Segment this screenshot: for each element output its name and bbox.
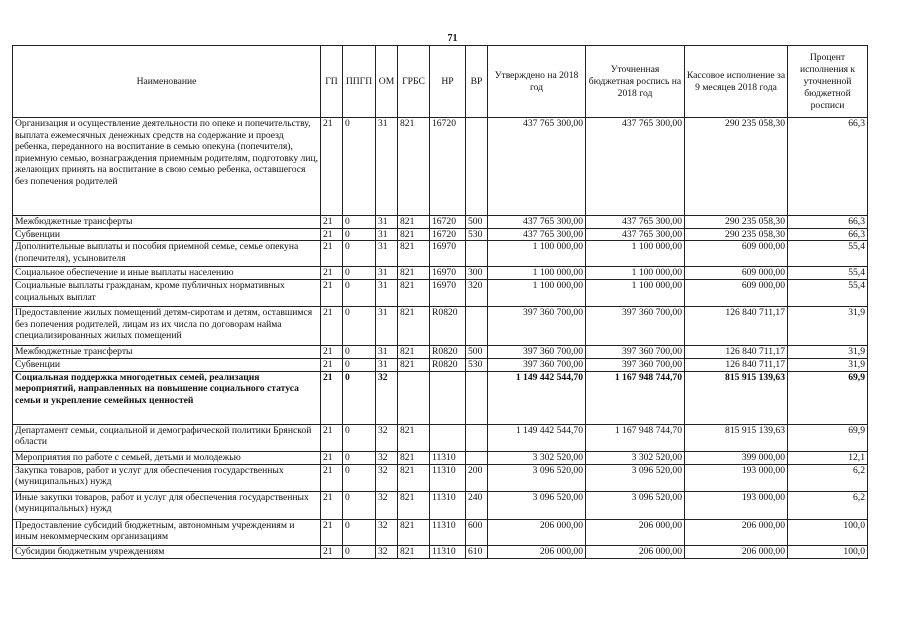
header-approved: Утверждено на 2018 год <box>488 46 586 118</box>
cell-gp: 21 <box>321 491 343 519</box>
cell-pgp: 0 <box>343 359 376 372</box>
cell-grbs: 821 <box>398 359 430 372</box>
table-row <box>13 118 868 216</box>
table-row <box>13 491 868 519</box>
cell-om: 32 <box>376 424 398 451</box>
cell-name: Социальная поддержка многодетных семей, реализация мероприятий, направленных на повышение социального статуса семьи и укрепление семейных ценностей <box>13 371 321 424</box>
cell-np: 16970 <box>430 280 466 307</box>
cell-grbs: 821 <box>398 241 430 267</box>
table-row <box>13 241 868 267</box>
cell-cash: 193 000,00 <box>685 491 788 519</box>
cell-gp: 21 <box>321 228 343 241</box>
cell-name: Межбюджетные трансферты <box>13 216 321 229</box>
table-row <box>13 216 868 229</box>
table-row <box>13 267 868 280</box>
cell-pgp: 0 <box>343 519 376 545</box>
table-row <box>13 359 868 372</box>
cell-vr: 530 <box>466 359 488 372</box>
table-row <box>13 228 868 241</box>
cell-percent: 66,3 <box>788 118 868 216</box>
cell-cash: 815 915 139,63 <box>685 424 788 451</box>
cell-refined: 1 167 948 744,70 <box>586 424 685 451</box>
cell-name: Иные закупки товаров, работ и услуг для обеспечения государственных (муниципальных) нужд <box>13 491 321 519</box>
cell-percent: 6,2 <box>788 464 868 491</box>
cell-gp: 21 <box>321 346 343 359</box>
cell-cash: 290 235 058,30 <box>685 118 788 216</box>
cell-name: Субвенции <box>13 359 321 372</box>
cell-om: 32 <box>376 545 398 558</box>
cell-om: 32 <box>376 371 398 424</box>
cell-refined: 1 100 000,00 <box>586 241 685 267</box>
cell-grbs: 821 <box>398 519 430 545</box>
header-percent: Процент исполнения к уточненной бюджетной росписи <box>788 46 868 118</box>
cell-vr: 530 <box>466 228 488 241</box>
cell-approved: 437 765 300,00 <box>488 216 586 229</box>
cell-refined: 397 360 700,00 <box>586 307 685 346</box>
cell-cash: 290 235 058,30 <box>685 228 788 241</box>
table-row <box>13 280 868 307</box>
cell-gp: 21 <box>321 307 343 346</box>
cell-cash: 206 000,00 <box>685 519 788 545</box>
cell-percent: 6,2 <box>788 491 868 519</box>
page-number: 71 <box>447 33 458 44</box>
cell-vr: 240 <box>466 491 488 519</box>
cell-name: Субсидии бюджетным учреждениям <box>13 545 321 558</box>
cell-pgp: 0 <box>343 451 376 464</box>
header-cash: Кассовое исполнение за 9 месяцев 2018 года <box>685 46 788 118</box>
table-header-row <box>13 46 868 118</box>
cell-percent: 55,4 <box>788 267 868 280</box>
cell-vr <box>466 118 488 216</box>
cell-pgp: 0 <box>343 280 376 307</box>
cell-percent: 12,1 <box>788 451 868 464</box>
table-row <box>13 346 868 359</box>
cell-grbs: 821 <box>398 280 430 307</box>
cell-om: 32 <box>376 464 398 491</box>
cell-vr: 300 <box>466 267 488 280</box>
cell-name: Закупка товаров, работ и услуг для обеспечения государственных (муниципальных) нужд <box>13 464 321 491</box>
cell-refined: 1 100 000,00 <box>586 267 685 280</box>
cell-approved: 1 100 000,00 <box>488 241 586 267</box>
cell-pgp: 0 <box>343 241 376 267</box>
cell-percent: 66,3 <box>788 216 868 229</box>
cell-approved: 1 100 000,00 <box>488 280 586 307</box>
cell-percent: 55,4 <box>788 241 868 267</box>
cell-om: 31 <box>376 216 398 229</box>
cell-om: 31 <box>376 280 398 307</box>
cell-om: 32 <box>376 451 398 464</box>
cell-np: 11310 <box>430 451 466 464</box>
table-row <box>13 464 868 491</box>
cell-percent: 69,9 <box>788 371 868 424</box>
cell-vr: 610 <box>466 545 488 558</box>
cell-cash: 609 000,00 <box>685 241 788 267</box>
cell-cash: 126 840 711,17 <box>685 359 788 372</box>
cell-om: 31 <box>376 346 398 359</box>
cell-percent: 31,9 <box>788 307 868 346</box>
cell-gp: 21 <box>321 267 343 280</box>
cell-gp: 21 <box>321 241 343 267</box>
cell-percent: 100,0 <box>788 519 868 545</box>
cell-refined: 3 302 520,00 <box>586 451 685 464</box>
header-name: Наименование <box>13 46 321 118</box>
table-body <box>13 118 868 559</box>
cell-cash: 399 000,00 <box>685 451 788 464</box>
cell-grbs: 821 <box>398 118 430 216</box>
cell-pgp: 0 <box>343 307 376 346</box>
cell-vr: 500 <box>466 346 488 359</box>
cell-gp: 21 <box>321 451 343 464</box>
cell-gp: 21 <box>321 118 343 216</box>
cell-refined: 397 360 700,00 <box>586 346 685 359</box>
cell-grbs: 821 <box>398 216 430 229</box>
cell-approved: 397 360 700,00 <box>488 307 586 346</box>
cell-refined: 3 096 520,00 <box>586 464 685 491</box>
cell-vr: 200 <box>466 464 488 491</box>
cell-name: Департамент семьи, социальной и демографической политики Брянской области <box>13 424 321 451</box>
cell-gp: 21 <box>321 359 343 372</box>
cell-pgp: 0 <box>343 228 376 241</box>
cell-cash: 290 235 058,30 <box>685 216 788 229</box>
cell-np: R0820 <box>430 359 466 372</box>
cell-refined: 1 100 000,00 <box>586 280 685 307</box>
cell-grbs: 821 <box>398 545 430 558</box>
cell-approved: 437 765 300,00 <box>488 118 586 216</box>
table-row <box>13 545 868 558</box>
cell-vr: 600 <box>466 519 488 545</box>
cell-gp: 21 <box>321 216 343 229</box>
cell-percent: 31,9 <box>788 359 868 372</box>
cell-om: 31 <box>376 307 398 346</box>
cell-np: 11310 <box>430 464 466 491</box>
cell-pgp: 0 <box>343 464 376 491</box>
cell-grbs <box>398 371 430 424</box>
cell-np <box>430 371 466 424</box>
budget-table <box>12 45 868 559</box>
table-row <box>13 371 868 424</box>
cell-approved: 397 360 700,00 <box>488 346 586 359</box>
cell-name: Предоставление жилых помещений детям-сиротам и детям, оставшимся без попечения родителей, лицам из их числа по договорам найма специализированных жилых помещений <box>13 307 321 346</box>
cell-approved: 3 096 520,00 <box>488 491 586 519</box>
cell-approved: 1 149 442 544,70 <box>488 371 586 424</box>
cell-grbs: 821 <box>398 228 430 241</box>
cell-grbs: 821 <box>398 451 430 464</box>
cell-vr <box>466 371 488 424</box>
cell-approved: 397 360 700,00 <box>488 359 586 372</box>
cell-percent: 100,0 <box>788 545 868 558</box>
cell-cash: 126 840 711,17 <box>685 346 788 359</box>
cell-gp: 21 <box>321 519 343 545</box>
cell-np: 16970 <box>430 241 466 267</box>
cell-om: 31 <box>376 118 398 216</box>
cell-name: Социальные выплаты гражданам, кроме публичных нормативных социальных выплат <box>13 280 321 307</box>
cell-np: 16720 <box>430 118 466 216</box>
cell-gp: 21 <box>321 371 343 424</box>
cell-percent: 31,9 <box>788 346 868 359</box>
header-gp: ГП <box>321 46 343 118</box>
cell-grbs: 821 <box>398 491 430 519</box>
cell-refined: 3 096 520,00 <box>586 491 685 519</box>
cell-gp: 21 <box>321 280 343 307</box>
cell-percent: 55,4 <box>788 280 868 307</box>
cell-refined: 206 000,00 <box>586 545 685 558</box>
cell-np: 11310 <box>430 519 466 545</box>
cell-percent: 66,3 <box>788 228 868 241</box>
cell-name: Социальное обеспечение и иные выплаты населению <box>13 267 321 280</box>
cell-grbs: 821 <box>398 307 430 346</box>
cell-cash: 126 840 711,17 <box>685 307 788 346</box>
cell-cash: 609 000,00 <box>685 267 788 280</box>
cell-pgp: 0 <box>343 424 376 451</box>
cell-grbs: 821 <box>398 267 430 280</box>
cell-name: Организация и осуществление деятельности по опеке и попечительству, выплата ежемесячных денежных средств на содержание и проезд ребенка, переданного на воспитание в семью опекуна (попечителя), приемную семью, вознаграждения приемным родителям, подготовку лиц, желающих принять на воспитание в свою семью ребенка, оставшегося без попечения родителей <box>13 118 321 216</box>
cell-approved: 3 096 520,00 <box>488 464 586 491</box>
table-row <box>13 424 868 451</box>
cell-approved: 1 149 442 544,70 <box>488 424 586 451</box>
cell-gp: 21 <box>321 545 343 558</box>
header-grbs: ГРБС <box>398 46 430 118</box>
cell-cash: 815 915 139,63 <box>685 371 788 424</box>
cell-om: 32 <box>376 519 398 545</box>
cell-name: Межбюджетные трансферты <box>13 346 321 359</box>
cell-np: 16720 <box>430 228 466 241</box>
cell-om: 31 <box>376 359 398 372</box>
cell-vr <box>466 424 488 451</box>
cell-pgp: 0 <box>343 371 376 424</box>
header-om: ОМ <box>376 46 398 118</box>
cell-percent: 69,9 <box>788 424 868 451</box>
cell-cash: 193 000,00 <box>685 464 788 491</box>
cell-refined: 437 765 300,00 <box>586 216 685 229</box>
cell-om: 31 <box>376 267 398 280</box>
cell-name: Предоставление субсидий бюджетным, автономным учреждениям и иным некоммерческим организациям <box>13 519 321 545</box>
cell-grbs: 821 <box>398 346 430 359</box>
cell-om: 32 <box>376 491 398 519</box>
table-row <box>13 307 868 346</box>
cell-vr: 320 <box>466 280 488 307</box>
header-np: НР <box>430 46 466 118</box>
cell-approved: 206 000,00 <box>488 519 586 545</box>
header-vr: ВР <box>466 46 488 118</box>
cell-om: 31 <box>376 241 398 267</box>
cell-pgp: 0 <box>343 267 376 280</box>
cell-grbs: 821 <box>398 424 430 451</box>
cell-cash: 609 000,00 <box>685 280 788 307</box>
cell-refined: 397 360 700,00 <box>586 359 685 372</box>
cell-refined: 206 000,00 <box>586 519 685 545</box>
cell-approved: 206 000,00 <box>488 545 586 558</box>
table-row <box>13 451 868 464</box>
cell-refined: 437 765 300,00 <box>586 228 685 241</box>
cell-pgp: 0 <box>343 118 376 216</box>
cell-pgp: 0 <box>343 545 376 558</box>
cell-gp: 21 <box>321 424 343 451</box>
cell-pgp: 0 <box>343 491 376 519</box>
header-pgp: ППГП <box>343 46 376 118</box>
cell-np: 11310 <box>430 545 466 558</box>
cell-vr <box>466 307 488 346</box>
table-row <box>13 519 868 545</box>
cell-vr <box>466 451 488 464</box>
cell-approved: 3 302 520,00 <box>488 451 586 464</box>
cell-np: R0820 <box>430 307 466 346</box>
cell-name: Дополнительные выплаты и пособия приемной семье, семье опекуна (попечителя), усыновителя <box>13 241 321 267</box>
cell-np <box>430 424 466 451</box>
cell-name: Мероприятия по работе с семьей, детьми и молодежью <box>13 451 321 464</box>
cell-approved: 1 100 000,00 <box>488 267 586 280</box>
cell-pgp: 0 <box>343 216 376 229</box>
cell-np: 11310 <box>430 491 466 519</box>
cell-om: 31 <box>376 228 398 241</box>
cell-name: Субвенции <box>13 228 321 241</box>
cell-approved: 437 765 300,00 <box>488 228 586 241</box>
cell-refined: 1 167 948 744,70 <box>586 371 685 424</box>
cell-vr: 500 <box>466 216 488 229</box>
header-refined: Уточненная бюджетная роспись на 2018 год <box>586 46 685 118</box>
cell-pgp: 0 <box>343 346 376 359</box>
cell-vr <box>466 241 488 267</box>
cell-np: 16720 <box>430 216 466 229</box>
cell-cash: 206 000,00 <box>685 545 788 558</box>
cell-grbs: 821 <box>398 464 430 491</box>
cell-np: R0820 <box>430 346 466 359</box>
cell-np: 16970 <box>430 267 466 280</box>
cell-gp: 21 <box>321 464 343 491</box>
cell-refined: 437 765 300,00 <box>586 118 685 216</box>
